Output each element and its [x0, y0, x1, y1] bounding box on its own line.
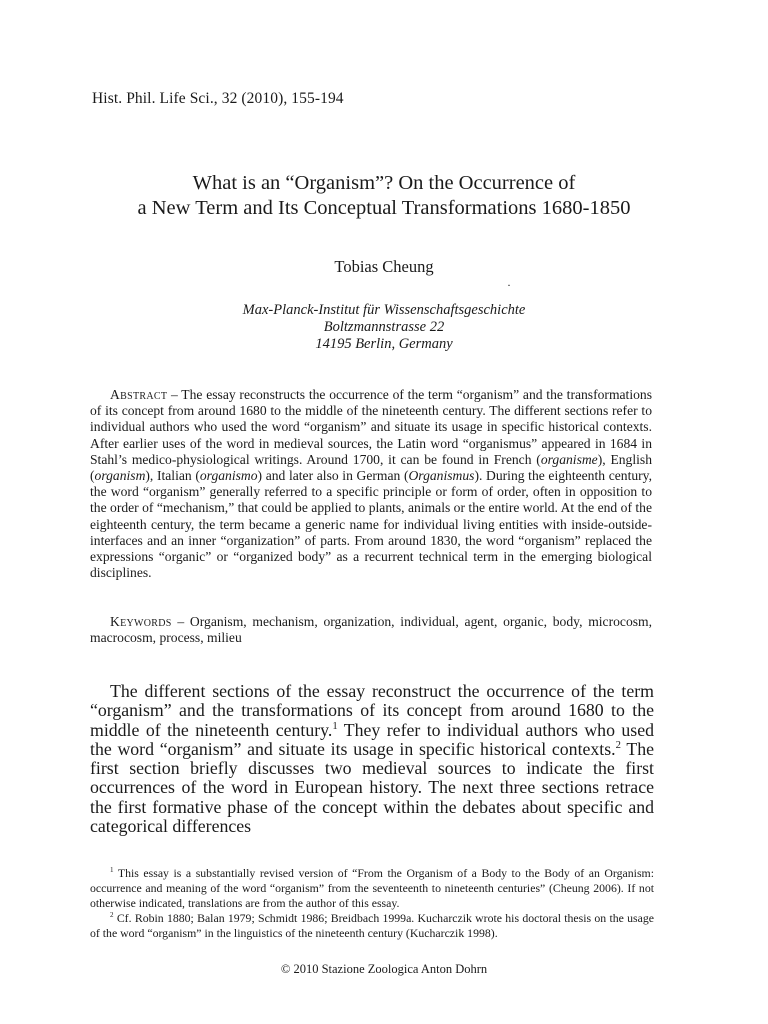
abstract-term-fr: organisme: [540, 451, 598, 467]
abstract-term-de: Organismus: [408, 468, 475, 484]
abstract: [90, 387, 652, 581]
keywords-text: – Organism, mechanism, organization, individual, agent, organic, body, microcosm, macrocosm, process, milieu: [90, 614, 652, 646]
author-affiliation: [0, 302, 768, 353]
affiliation-city: 14195 Berlin, Germany: [315, 336, 453, 352]
paper-title: [60, 171, 708, 221]
abstract-text-4: ) and later also in German (: [257, 468, 409, 484]
keywords: [90, 614, 652, 646]
journal-reference: Hist. Phil. Life Sci., 32 (2010), 155-194: [92, 90, 344, 107]
footnote-1: [90, 866, 654, 911]
author-name: Tobias Cheung: [334, 257, 434, 276]
footnote-2-text: Cf. Robin 1880; Balan 1979; Schmidt 1986; Breidbach 1999a. Kucharczik wrote his doctoral thesis on the usage of the word “organism” in the linguistics of the nineteenth century (Kucharczik 1998).: [90, 911, 654, 940]
abstract-term-en: organism: [94, 468, 146, 484]
abstract-text-3: ), Italian (: [145, 468, 200, 484]
footnote-1-text: This essay is a substantially revised version of “From the Organism of a Body to the Body of an Organism: occurrence and meaning of the word “organism” from the seventeenth to nineteenth centuries” (Cheung 2006). If not otherwise indicated, translations are from the author of this essay.: [90, 866, 654, 910]
footnote-ref-2[interactable]: 2: [615, 738, 621, 751]
footnote-2: [90, 911, 654, 941]
body-text-1: The different sections of the essay reconstruct the occurrence of the term “organism” and the transformations of its concept from around 1680 to the middle of the nineteenth century.: [90, 682, 654, 740]
abstract-text-1: – The essay reconstructs the occurrence of the term “organism” and the transformations of its concept from around 1680 to the middle of the nineteenth century. The different sections refer to individual authors who used the word “organism” and situate its usage in specific historical contexts. After earlier uses of the word in medieval sources, the Latin word “organismus” appeared in 1684 in Stahl’s medico-physiological writings. Around 1700, it can be found in French (: [90, 387, 652, 467]
body-text-3: The first section briefly discusses two medieval sources to indicate the first occurrences of the word in European history. The next three sections retrace the first formative phase of the concept within the debates about specific and categorical differences: [90, 738, 654, 837]
footnote-1-number: 1: [110, 866, 114, 875]
abstract-label: Abstract: [110, 387, 168, 402]
keywords-label: Keywords: [110, 614, 172, 629]
abstract-text-5: ). During the eighteenth century, the word “organism” generally referred to a specific principle or form of order, often in opposition to the order of “mechanism,” that could be applied to plants, animals or the entire world. At the end of the eighteenth century, the term became a generic name for individual living entities with inside-outside-interfaces and an inner “organization” of parts. From around 1830, the word “organism” replaced the expressions “organic” or “organized body” as a recurrent technical term in the emerging biological disciplines.: [90, 468, 652, 581]
stray-dot: ·: [507, 278, 511, 292]
affiliation-institute: Max-Planck-Institut für Wissenschaftsgeschichte: [242, 302, 526, 318]
body-text-2: They refer to individual authors who used the word “organism” and situate its usage in specific historical contexts.: [90, 719, 654, 759]
title-line-1: What is an “Organism”? On the Occurrence of: [192, 172, 576, 194]
body-paragraph: [90, 682, 654, 838]
affiliation-street: Boltzmannstrasse 22: [323, 319, 445, 335]
abstract-term-it: organismo: [199, 468, 258, 484]
footnote-ref-1[interactable]: 1: [332, 719, 338, 732]
copyright-notice: © 2010 Stazione Zoologica Anton Dohrn: [280, 962, 488, 976]
footnote-2-number: 2: [110, 911, 114, 920]
title-line-2: a New Term and Its Conceptual Transformations 1680-1850: [137, 197, 631, 219]
footnotes: [90, 866, 654, 941]
abstract-text-2: ), English (: [90, 451, 652, 484]
